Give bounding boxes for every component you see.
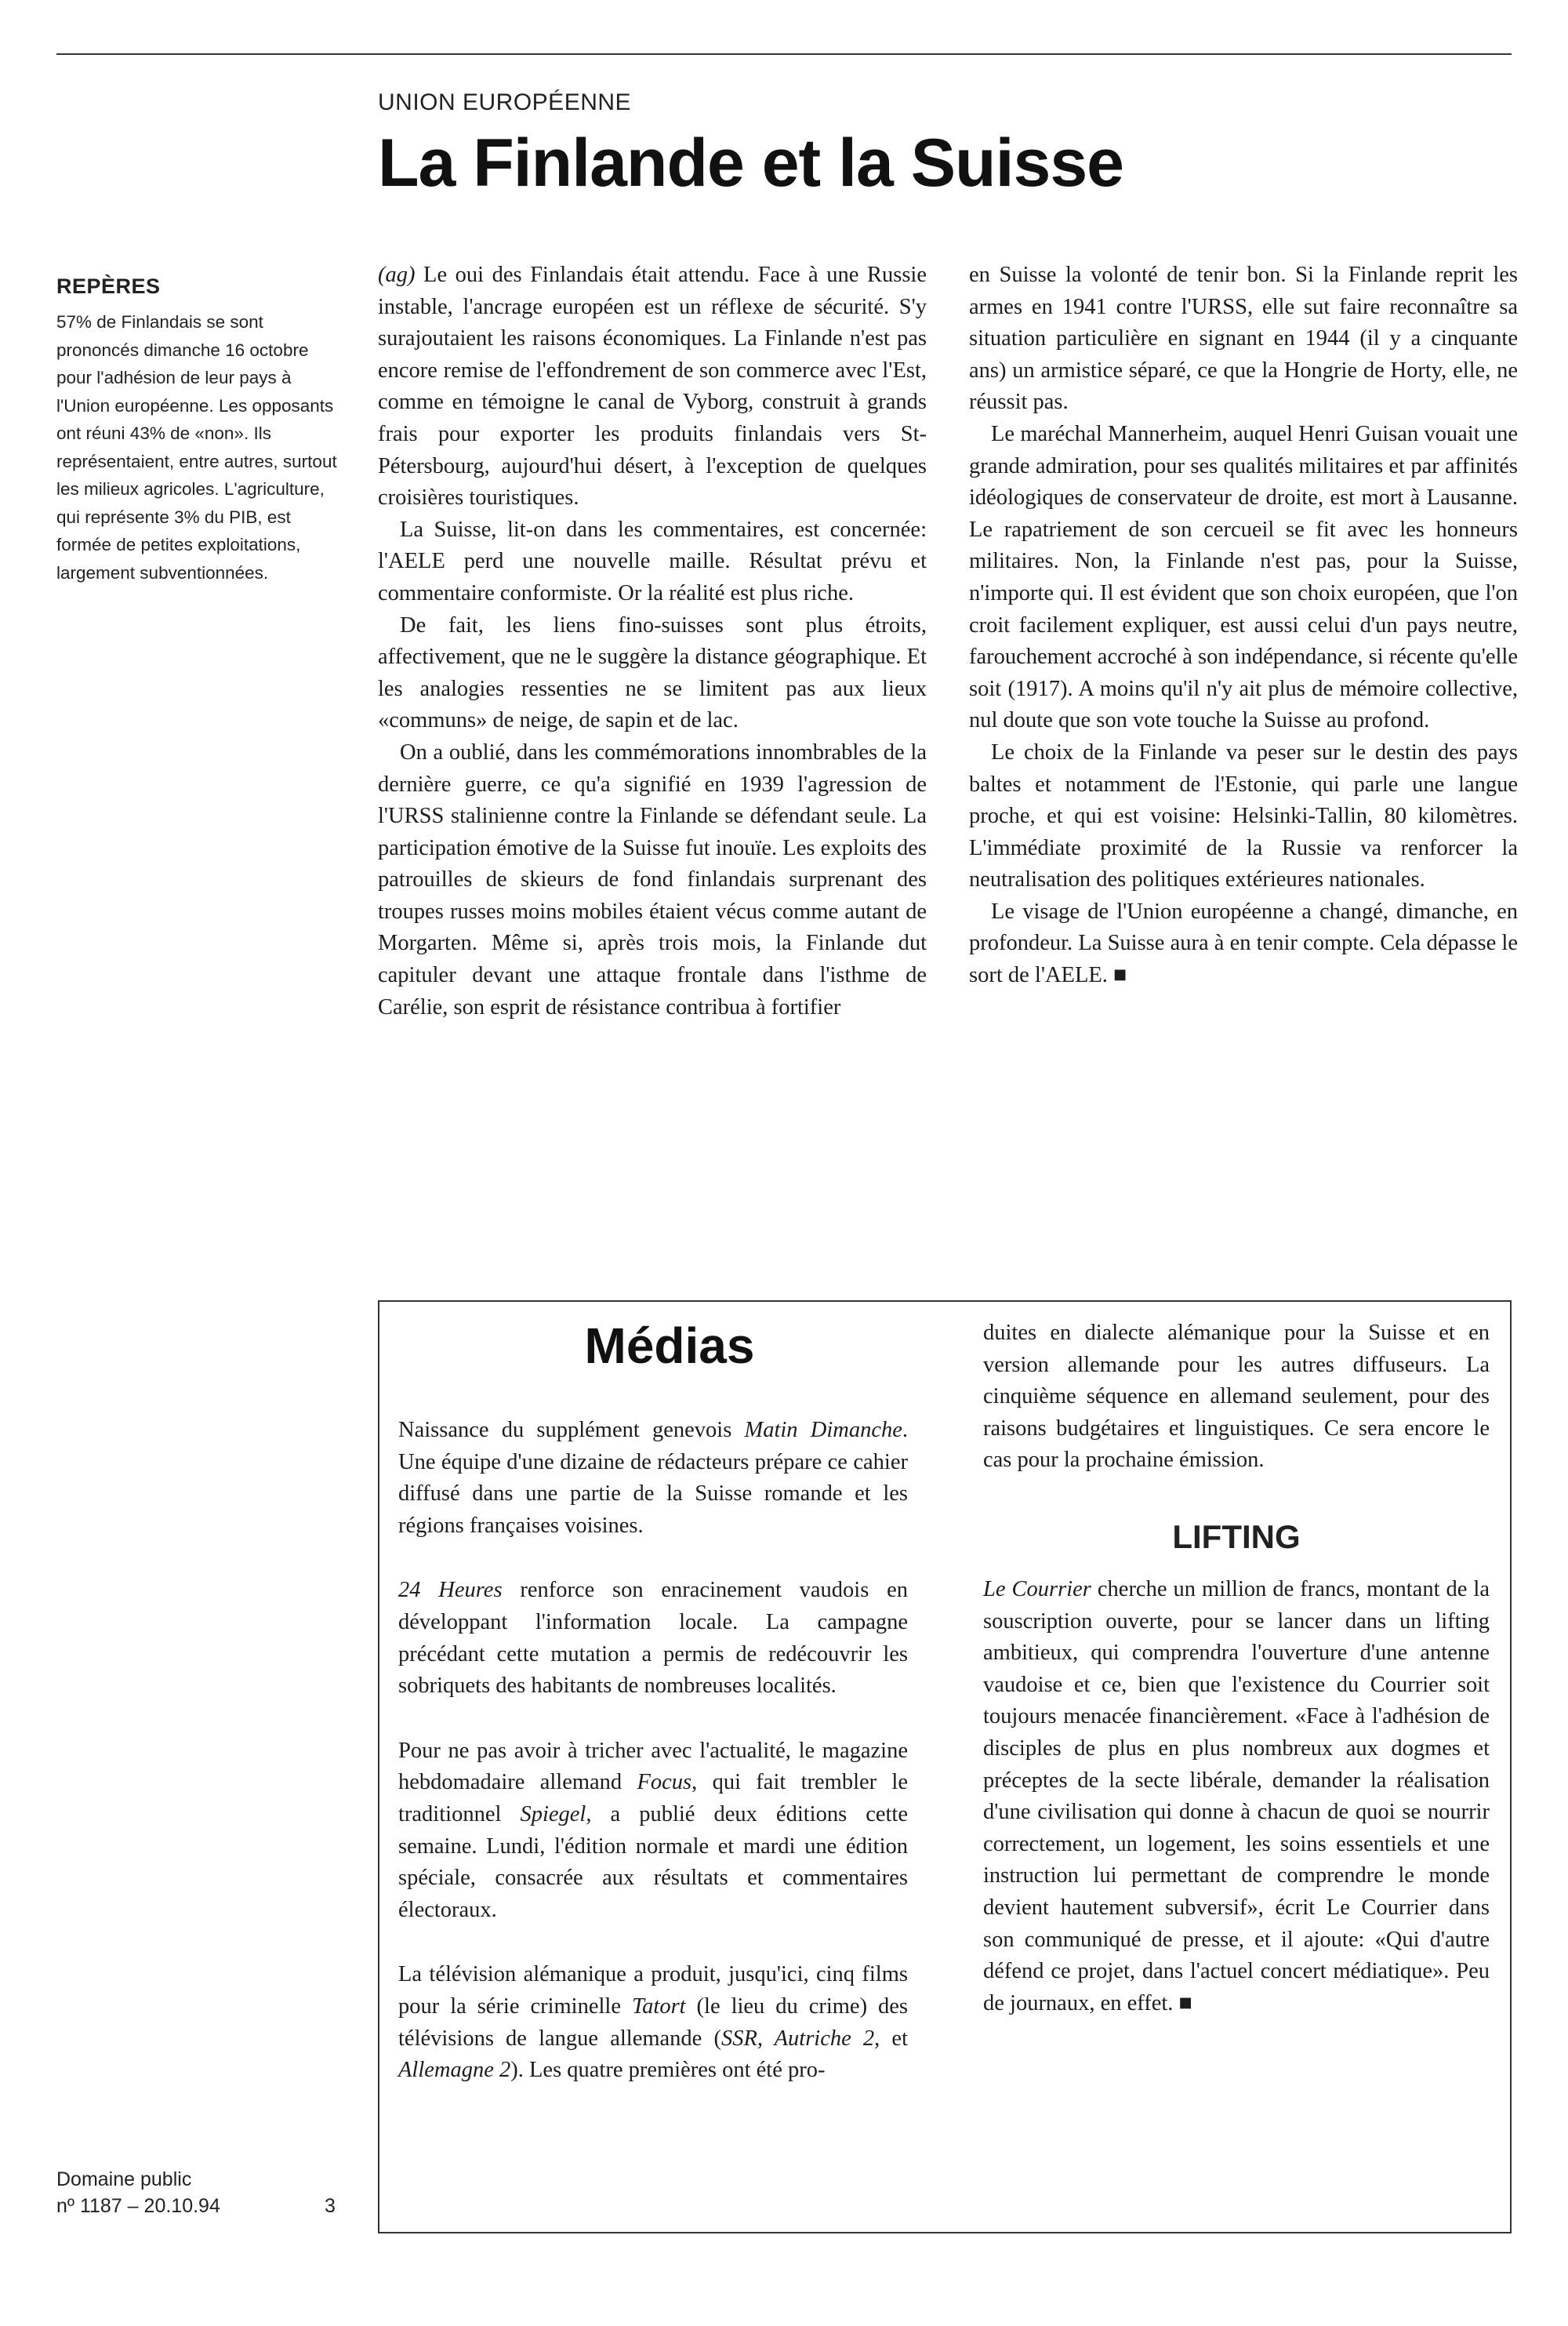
medias-box xyxy=(378,1300,1512,2233)
medias-item: Pour ne pas avoir à tricher avec l'actualité, le magazine hebdomadaire allemand Focus, qui fait trembler le traditionnel Spiegel, a publié deux éditions cette semaine. Lundi, l'édition normale et mardi une édition spéciale, consacrée aux résultats et commentaires électoraux. xyxy=(398,1738,908,1922)
article-paragraph: (ag) Le oui des Finlandais était attendu. Face à une Russie instable, l'ancrage européen est un réflexe de sécurité. S'y surajoutaient les raisons économiques. La Finlande n'est pas encore remise de l'effondrement de son commerce avec l'Est, comme en témoigne le canal de Vyborg, construit à grands frais pour exporter les produits finlandais vers St-Pétersbourg, aujourd'hui désert, à l'exception de quelques croisières touristiques. xyxy=(378,263,927,511)
article-paragraph: Le maréchal Mannerheim, auquel Henri Guisan vouait une grande admiration, pour ses qualités militaires et par affinités idéologiques de conservateur de droite, est mort à Lausanne. Le rapatriement de son cercueil se fit avec les honneurs militaires. Non, la Finlande n'est pas, pour la Suisse, n'importe qui. Il est évident que son choix européen, que l'on croit facilement expliquer, est aussi celui d'un pays neutre, farouchement accroché à son indépendance, si récente qu'elle soit (1917). A moins qu'il n'y ait plus de mémoire collective, nul doute que son vote touche la Suisse au profond. xyxy=(969,421,1518,733)
article-column-2 xyxy=(969,260,1518,992)
medias-column-2 xyxy=(983,1317,1490,2019)
top-rule xyxy=(56,53,1512,55)
page-number: 3 xyxy=(325,2195,336,2217)
medias-title: Médias xyxy=(584,1317,755,1374)
end-mark: ■ xyxy=(1178,1990,1192,2015)
article-title: La Finlande et la Suisse xyxy=(378,125,1123,201)
article-paragraph: La Suisse, lit-on dans les commentaires, est concernée: l'AELE perd une nouvelle maille. Résultat prévu et commentaire conformiste. Or la réalité est plus riche. xyxy=(378,517,927,605)
article-paragraph: Le visage de l'Union européenne a changé, dimanche, en profondeur. La Suisse aura à en tenir compte. Cela dépasse le sort de l'AELE. ■ xyxy=(969,899,1518,988)
article-column-1 xyxy=(378,260,927,1023)
sidebar-heading: REPÈRES xyxy=(56,274,161,298)
publication-name: Domaine public xyxy=(56,2168,192,2190)
lifting-text: Le Courrier cherche un million de francs, montant de la souscription ouverte, pour se lancer dans un lifting ambitieux, qui comprendra l'ouverture d'une antenne vaudoise et ce, bien que l'existence du Courrier soit toujours menacée financièrement. «Face à l'adhésion de disciples de plus en plus nombreux aux dogmes et préceptes de la secte libérale, demander la réalisation d'une civilisation qui donne à chacun de quoi se nourrir correctement, un logement, les soins essentiels et une instruction lui permettant de comprendre le monde devient hautement subversif», écrit Le Courrier dans son communiqué de presse, et il ajoute: «Qui d'autre défend ce projet, dans l'actuel concert médiatique». Peu de journaux, en effet. ■ xyxy=(983,1576,1490,2015)
reperes-sidebar xyxy=(56,274,339,587)
article-paragraph: On a oublié, dans les commémorations innombrables de la dernière guerre, ce qu'a signifié en 1939 l'agression de l'URSS stalinienne contre la Finlande se défendant seule. La participation émotive de la Suisse fut inouïe. Les exploits des patrouilles de skieurs de fond finlandais surprenant des troupes russes moins mobiles étaient vécus comme autant de Morgarten. Même si, après trois mois, la Finlande dut capituler devant une attaque frontale dans l'isthme de Carélie, son esprit de résistance contribua à fortifier xyxy=(378,740,927,1019)
sidebar-text: 57% de Finlandais se sont prononcés dimanche 16 octobre pour l'adhésion de leur pays à l'Union européenne. Les opposants ont réuni 43% de «non». Ils représentaient, entre autres, surtout les milieux agricoles. L'agriculture, qui représente 3% du PIB, est formée de petites exploitations, largement subventionnées. xyxy=(56,312,337,583)
byline: (ag) xyxy=(378,263,416,287)
issue-info: nº 1187 – 20.10.94 xyxy=(56,2195,220,2217)
lifting-heading: LIFTING xyxy=(1172,1517,1301,1555)
article-paragraph: en Suisse la volonté de tenir bon. Si la Finlande reprit les armes en 1941 contre l'URSS, elle sut faire reconnaître sa situation particulière en signant en 1944 (il y a cinquante ans) un armistice séparé, ce que la Hongrie de Horty, elle, ne réussit pas. xyxy=(969,263,1518,415)
medias-item: 24 Heures renforce son enracinement vaudois en développant l'information locale. La campagne précédant cette mutation a permis de redécouvrir les sobriquets des habitants de nombreuses localités. xyxy=(398,1578,908,1699)
end-mark: ■ xyxy=(1113,963,1127,988)
article-paragraph: Le choix de la Finlande va peser sur le destin des pays baltes et notamment de l'Estonie, qui parle une langue proche, et qui est voisine: Helsinki-Tallin, 80 kilomètres. L'immédiate proximité de la Russie va renforcer la neutralisation des politiques extérieures nationales. xyxy=(969,740,1518,892)
medias-item: La télévision alémanique a produit, jusqu'ici, cinq films pour la série criminelle Tatort (le lieu du crime) des télévisions de langue allemande (SSR, Autriche 2, et Allemagne 2). Les quatre premières ont été pro- xyxy=(398,1962,909,2083)
section-kicker: UNION EUROPÉENNE xyxy=(378,89,632,115)
medias-item: Naissance du supplément genevois Matin Dimanche. Une équipe d'une dizaine de rédacteurs prépare ce cahier diffusé dans une partie de la Suisse romande et les régions françaises voisines. xyxy=(398,1418,909,1538)
medias-continuation: duites en dialecte alémanique pour la Suisse et en version allemande pour les autres diffuseurs. La cinquième séquence en allemand seulement, pour des raisons budgétaires et linguistiques. Ce sera encore le cas pour la prochaine émission. xyxy=(983,1321,1490,1473)
page-footer xyxy=(56,2166,339,2219)
article-paragraph: De fait, les liens fino-suisses sont plus étroits, affectivement, que ne le suggère la distance géographique. Et les analogies ressenties ne se limitent pas aux lieux «communs» de neige, de sapin et de lac. xyxy=(378,612,927,733)
medias-column-1 xyxy=(398,1415,908,2087)
